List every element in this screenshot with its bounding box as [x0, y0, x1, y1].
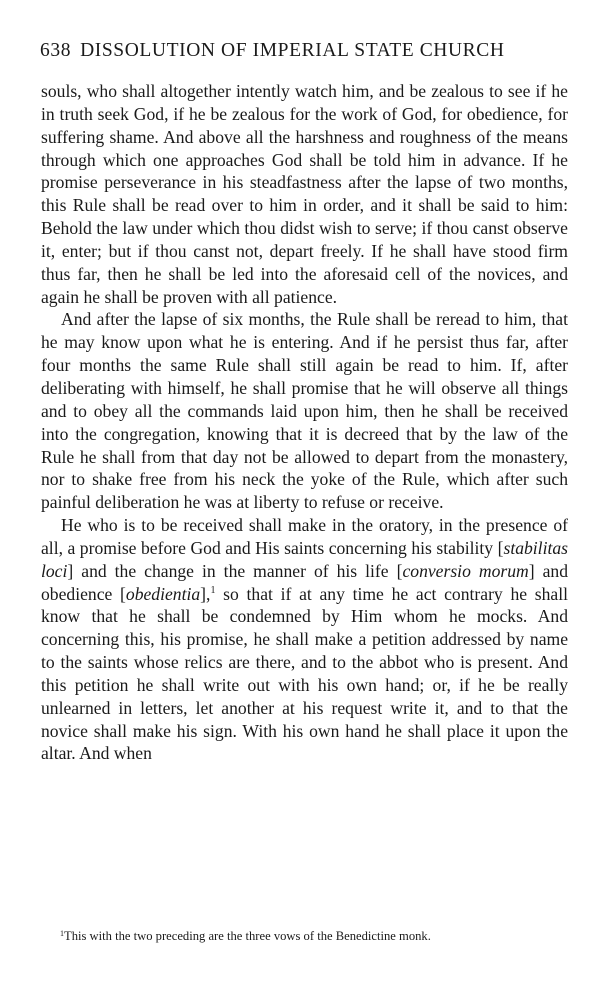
footnote: [60, 928, 570, 944]
footnote-text: This with the two preceding are the three vows of the Benedictine monk.: [64, 929, 431, 943]
footnote-mark: 1: [60, 929, 64, 938]
paragraph-3-text-c: ] and obedience [: [41, 560, 569, 604]
latin-conversio-morum: conversio morum: [402, 560, 529, 581]
body-text: [41, 80, 568, 765]
latin-stabilitas-loci: stabilitas loci: [41, 537, 568, 581]
paragraph-2: And after the lapse of six months, the Rule shall be reread to him, that he may know upon what he is entering. And if he persist thus far, after four months the same Rule shall still again be read to him. If, after deliberating with himself, he shall promise that he will observe all things and to obey all the commands laid upon him, then he shall be received into the congregation, knowing that it is decreed that by the law of the Rule he shall from that day not be allowed to depart from the monastery, nor to shake free from his neck the yoke of the Rule, which after such painful deliberation he was at liberty to refuse or receive.: [41, 309, 568, 513]
running-header: [40, 40, 580, 68]
running-title: DISSOLUTION OF IMPERIAL STATE CHURCH: [80, 40, 505, 61]
page-number: 638: [40, 40, 72, 61]
paragraph-3-text-b: ] and the change in the manner of his life [: [67, 560, 403, 581]
footnote-reference: 1: [210, 584, 216, 596]
paragraph-3-text-a: He who is to be received shall make in the oratory, in the presence of all, a promise before God and His saints concerning his stability [: [41, 515, 568, 558]
paragraph-3: [41, 514, 568, 765]
paragraph-3-text-e: so that if at any time he act contrary he shall know that he shall be condemned by Him whom he mocks. And concerning this, his promise, he shall make a petition addressed by name to the saints whose relics are there, and to the abbot who is present. And this petition he shall write out with his own hand; or, if he be really unlearned in letters, let another at his request write it, and to that the novice shall make his sign. With his own hand he shall place it upon the altar. And when: [41, 583, 568, 764]
latin-obedientia: obedientia: [125, 583, 201, 604]
paragraph-1: souls, who shall altogether intently watch him, and be zealous to see if he in truth seek God, if he be zealous for the work of God, for obedience, for suffering shame. And above all the harshness and roughness of the means through which one approaches God shall be told him in advance. If he promise perseverance in his steadfastness after the lapse of two months, this Rule shall be read over to him in order, and it shall be said to him: Behold the law under which thou didst wish to serve; if thou canst observe it, enter; but if thou canst not, depart freely. If he shall have stood firm thus far, then he shall be led into the aforesaid cell of the novices, and again he shall be proven with all patience.: [41, 81, 568, 307]
paragraph-3-text-d: ],: [200, 583, 211, 604]
